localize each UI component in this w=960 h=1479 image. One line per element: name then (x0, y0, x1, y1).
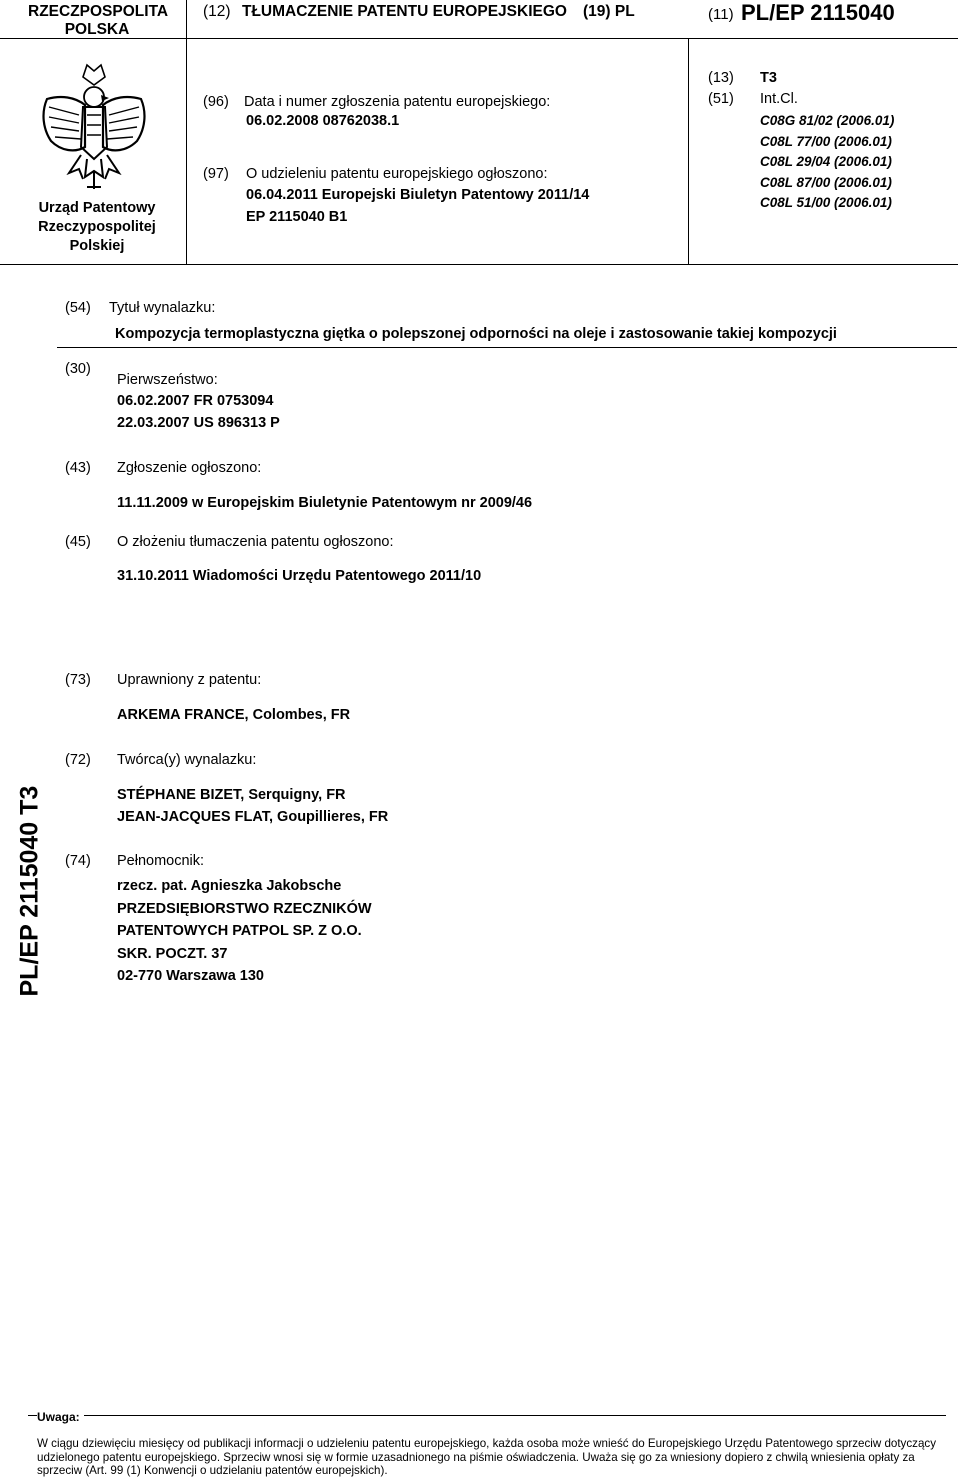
inventor-name: JEAN-JACQUES FLAT, Goupillieres, FR (117, 809, 389, 825)
title-rule (57, 347, 957, 348)
kind-code: T3 (760, 70, 777, 86)
attorney-line: PATENTOWYCH PATPOL SP. Z O.O. (117, 923, 362, 939)
inventors-label: Twórca(y) wynalazku: (117, 752, 257, 768)
filing-label: Data i numer zgłoszenia patentu europejskiego: (244, 94, 551, 110)
attorney-line: rzecz. pat. Agnieszka Jakobsche (117, 878, 342, 894)
polish-eagle-emblem (35, 55, 153, 195)
attorney-label: Pełnomocnik: (117, 853, 205, 869)
header-rule (0, 38, 958, 39)
attorney-line: SKR. POCZT. 37 (117, 945, 228, 962)
code-19: (19) PL (583, 3, 635, 20)
inventor-name: STÉPHANE BIZET, Serquigny, FR (117, 787, 346, 803)
attorney-line: PRZEDSIĘBIORSTWO RZECZNIKÓW (117, 900, 372, 917)
patent-number: PL/EP 2115040 (741, 0, 895, 25)
ep-number: EP 2115040 B1 (246, 209, 348, 225)
class-code: C08G 81/02 (2006.01) (760, 113, 895, 128)
code-72: (72) (65, 752, 91, 768)
code-96: (96) (203, 94, 229, 110)
code-43: (43) (65, 460, 91, 476)
code-97: (97) (203, 166, 229, 182)
intcl-label: Int.Cl. (760, 91, 798, 107)
class-code: C08L 87/00 (2006.01) (760, 174, 892, 190)
office-divider (186, 38, 187, 264)
classification-codes (760, 111, 894, 214)
code-73: (73) (65, 672, 91, 688)
notice-rule (28, 1415, 946, 1416)
class-divider (688, 38, 689, 264)
code-45: (45) (65, 534, 91, 550)
proprietor-value: ARKEMA FRANCE, Colombes, FR (117, 707, 351, 723)
document-type: TŁUMACZENIE PATENTU EUROPEJSKIEGO (242, 3, 567, 20)
filing-value: 06.02.2008 08762038.1 (246, 113, 400, 129)
application-published-label: Zgłoszenie ogłoszono: (117, 460, 262, 476)
proprietor-label: Uprawniony z patentu: (117, 672, 262, 688)
country-name: RZECZPOSPOLITA POLSKA (28, 3, 169, 38)
title-label: Tytuł wynalazku: (109, 300, 216, 316)
upper-rule (0, 264, 958, 265)
notice-label: Uwaga: (37, 1410, 84, 1424)
grant-label: O udzieleniu patentu europejskiego ogłoszono: (246, 166, 548, 182)
notice-text: W ciągu dziewięciu miesięcy od publikacji informacji o udzieleniu patentu europejskiego, każda osoba może wnieść do Europejskiego Urzędu Patentowego sprzeciw dotyczący udzielonego patentu europejskiego. Sprzeciw wnosi się w formie uzasadnionego na piśmie oświadczenia. Uważa się go za wniesiony dopiero z chwilą wniesienia opłaty za sprzeciw (Art. 99 (1) Konwencji o udzielaniu patentów europejskich). (37, 1437, 936, 1477)
code-11: (11) (708, 6, 734, 23)
translation-filed-label: O złożeniu tłumaczenia patentu ogłoszono: (117, 534, 394, 550)
priority-entry: 06.02.2007 FR 0753094 (117, 393, 274, 409)
code-30: (30) (65, 361, 91, 377)
patent-office: Urząd Patentowy Rzeczypospolitej Polskiej (38, 200, 156, 254)
code-74: (74) (65, 853, 91, 869)
header-divider (186, 0, 187, 38)
invention-title: Kompozycja termoplastyczna giętka o polepszonej odporności na oleje i zastosowanie takiej kompozycji (115, 326, 837, 342)
code-13: (13) (708, 70, 734, 86)
class-code: C08L 51/00 (2006.01) (760, 195, 892, 210)
class-code: C08L 77/00 (2006.01) (760, 133, 892, 149)
code-54: (54) (65, 300, 91, 316)
side-patent-label: PL/EP 2115040 T3 (15, 785, 44, 997)
priority-entry: 22.03.2007 US 896313 P (117, 415, 280, 431)
class-code: C08L 29/04 (2006.01) (760, 154, 892, 169)
application-published-value: 11.11.2009 w Europejskim Biuletynie Patentowym nr 2009/46 (117, 495, 533, 511)
grant-value: 06.04.2011 Europejski Biuletyn Patentowy 2011/14 (246, 187, 590, 203)
attorney-details (117, 875, 372, 988)
priority-label: Pierwszeństwo: (117, 372, 218, 388)
translation-filed-value: 31.10.2011 Wiadomości Urzędu Patentowego 2011/10 (117, 568, 482, 584)
attorney-line: 02-770 Warszawa 130 (117, 968, 264, 984)
code-12: (12) (203, 3, 231, 20)
code-51: (51) (708, 91, 734, 107)
